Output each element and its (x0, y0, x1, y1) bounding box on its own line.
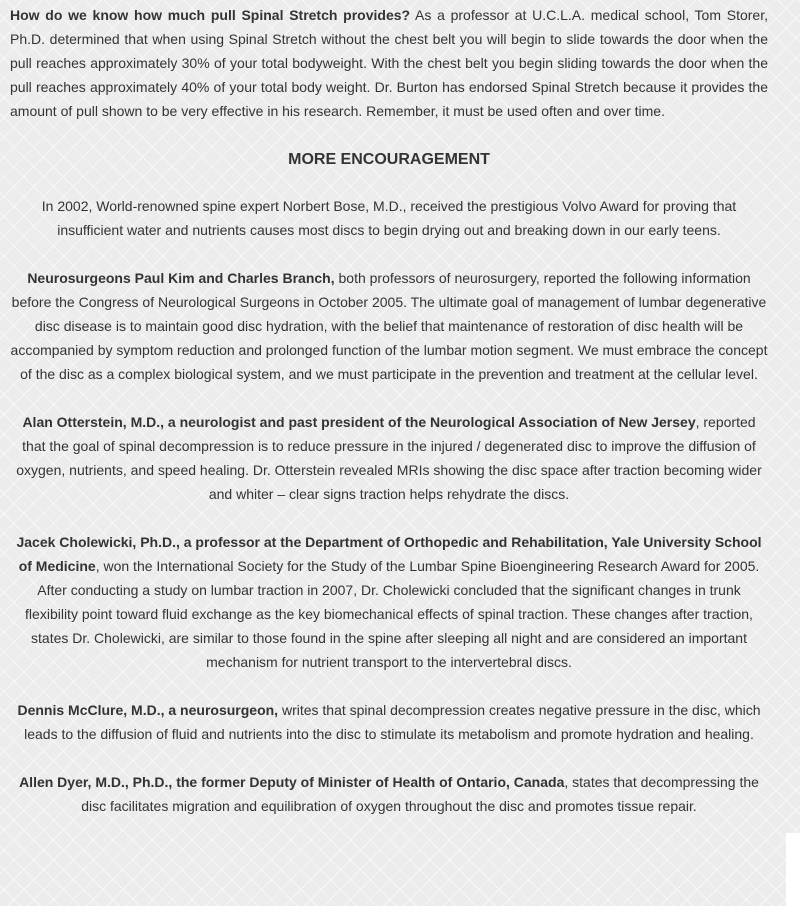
paragraph-text: , states that decompressing the disc facilitates migration and equilibration of oxygen throughout the disc and promotes tissue repair. (81, 774, 759, 814)
paragraph-text: , reported that the goal of spinal decompression is to reduce pressure in the injured / degenerated disc to improve the diffusion of oxygen, nutrients, and speed healing. Dr. Otterstein revealed MRIs showing the disc space after traction becoming wider and whiter – clear signs traction helps rehydrate the discs. (16, 414, 762, 502)
paragraph-text: writes that spinal decompression creates negative pressure in the disc, which leads to the diffusion of fluid and nutrients into the disc to stimulate its metabolism and promote hydration and healing. (24, 702, 761, 742)
paragraph-lead: Alan Otterstein, M.D., a neurologist and past president of the Neurological Association of New Jersey (22, 414, 696, 430)
article-body (10, 3, 768, 842)
paragraph-bose (10, 194, 768, 242)
paragraph-lead: Dennis McClure, M.D., a neurosurgeon, (17, 702, 279, 718)
paragraph-lead: Allen Dyer, M.D., Ph.D., the former Deputy of Minister of Health of Ontario, Canada (19, 774, 565, 790)
paragraph-text: , won the International Society for the Study of the Lumbar Spine Bioengineering Research Award for 2005. After conducting a study on lumbar traction in 2007, Dr. Cholewicki concluded that the significant changes in trunk flexibility point toward fluid exchange as the key biomechanical effects of spinal traction. These changes after traction, states Dr. Cholewicki, are similar to those found in the spine after sleeping all night and are considered an important mechanism for nutrient transport to the intervertebral discs. (25, 558, 760, 670)
intro-paragraph (10, 3, 768, 123)
paragraph-lead: Jacek Cholewicki, Ph.D., a professor at the Department of Orthopedic and Rehabilitation, Yale University School of Medicine (16, 534, 762, 574)
paragraph-kim-branch (10, 266, 768, 386)
intro-text: As a professor at U.C.L.A. medical school, Tom Storer, Ph.D. determined that when using Spinal Stretch without the chest belt you will begin to slide towards the door when the pull reaches approximately 30% of your total bodyweight. With the chest belt you begin sliding towards the door when the pull reaches approximately 40% of your total body weight. Dr. Burton has endorsed Spinal Stretch because it provides the amount of pull shown to be very effective in his research. Remember, it must be used often and over time. (10, 7, 768, 119)
paragraph-text: In 2002, World-renowned spine expert Norbert Bose, M.D., received the prestigious Volvo Award for proving that insufficient water and nutrients causes most discs to begin drying out and breaking down in our early teens. (41, 198, 737, 238)
section-title: MORE ENCOURAGEMENT (288, 151, 490, 168)
paragraph-cholewicki (10, 530, 768, 674)
paragraph-mcclure (10, 698, 768, 746)
intro-lead: How do we know how much pull Spinal Stretch provides? (10, 7, 411, 23)
paragraph-lead: Neurosurgeons Paul Kim and Charles Branch, (27, 270, 335, 286)
paragraph-dyer (10, 770, 768, 818)
page-edge-panel (786, 833, 800, 906)
paragraph-otterstein (10, 410, 768, 506)
paragraph-text: both professors of neurosurgery, reported the following information before the Congress of Neurological Surgeons in October 2005. The ultimate goal of management of lumbar degenerative disc disease is to maintain good disc hydration, with the belief that maintenance of restoration of disc health will be accompanied by symptom reduction and prolonged function of the lumbar motion segment. We must embrace the concept of the disc as a complex biological system, and we must participate in the prevention and treatment at the cellular level. (10, 270, 768, 382)
